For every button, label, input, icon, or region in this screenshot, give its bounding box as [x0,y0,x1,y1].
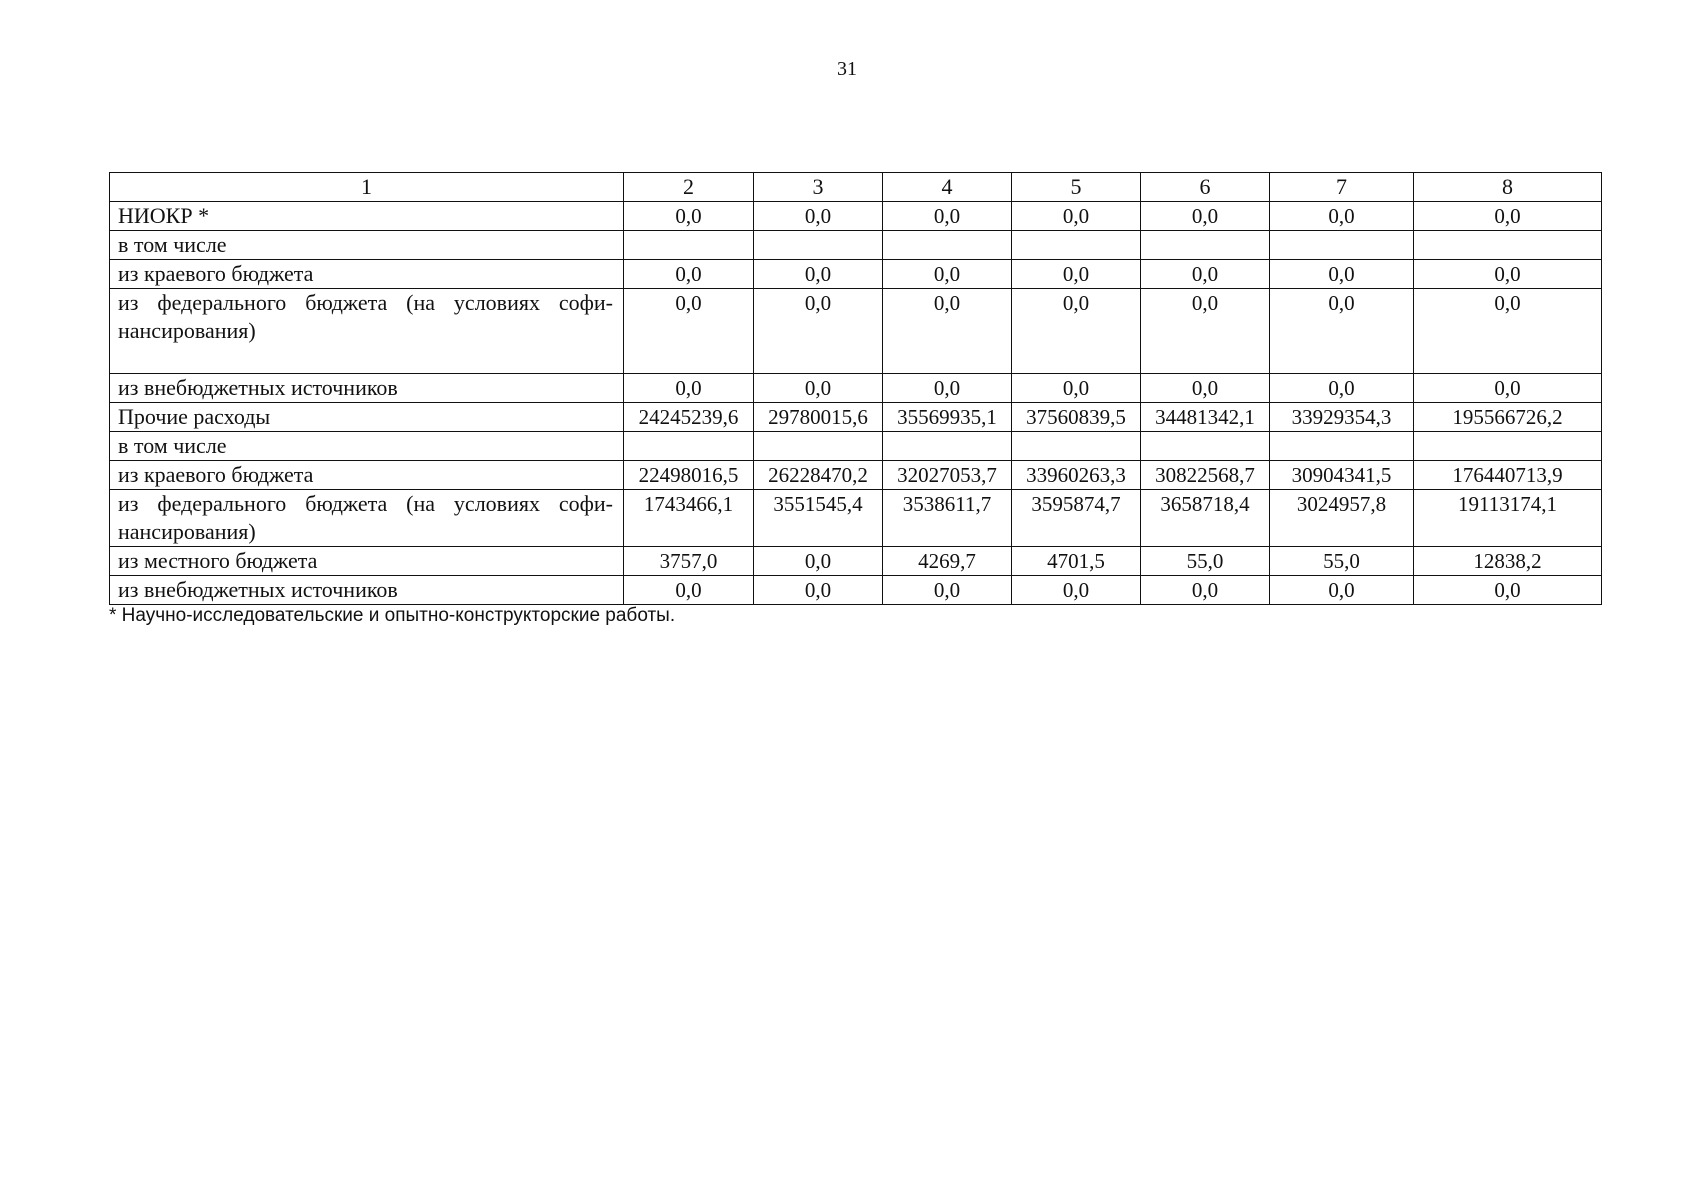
table-cell [1141,432,1270,461]
table-cell: 55,0 [1141,547,1270,576]
table-cell [624,432,754,461]
row-label: из федерального бюджета (на условиях софи- нансирования) [110,490,624,547]
table-cell: 0,0 [1141,576,1270,605]
table-cell [1414,231,1602,260]
table-cell: 0,0 [754,260,883,289]
table-cell [883,432,1012,461]
table-cell [883,231,1012,260]
table-cell: 3658718,4 [1141,490,1270,547]
table-cell: 176440713,9 [1414,461,1602,490]
table-cell [754,432,883,461]
column-number: 5 [1012,173,1141,202]
row-label: из внебюджетных источников [110,374,624,403]
table-row [110,260,1602,289]
table-cell: 0,0 [1141,289,1270,374]
table-cell: 34481342,1 [1141,403,1270,432]
column-number: 3 [754,173,883,202]
table-cell: 0,0 [883,374,1012,403]
table-cell: 1743466,1 [624,490,754,547]
table-cell: 19113174,1 [1414,490,1602,547]
table-cell: 0,0 [1270,260,1414,289]
table-cell: 0,0 [883,260,1012,289]
table-cell: 0,0 [1012,374,1141,403]
table-cell: 0,0 [754,547,883,576]
table-cell: 0,0 [1141,202,1270,231]
column-number: 6 [1141,173,1270,202]
table-cell: 0,0 [1012,576,1141,605]
page-number: 31 [837,58,857,80]
table-row [110,461,1602,490]
table-cell [624,231,754,260]
table-cell: 0,0 [624,289,754,374]
table-cell [1012,432,1141,461]
column-number: 7 [1270,173,1414,202]
table-cell: 0,0 [754,576,883,605]
table-row [110,403,1602,432]
table-cell: 12838,2 [1414,547,1602,576]
table-row [110,231,1602,260]
table-cell: 195566726,2 [1414,403,1602,432]
table-cell: 0,0 [1141,260,1270,289]
row-label: в том числе [110,432,624,461]
column-number: 4 [883,173,1012,202]
table-cell: 4701,5 [1012,547,1141,576]
table-cell: 0,0 [624,202,754,231]
table-cell: 0,0 [1414,374,1602,403]
table-cell [1270,432,1414,461]
table-cell: 0,0 [754,202,883,231]
table-row [110,490,1602,547]
table-row [110,202,1602,231]
footnote: * Научно-исследовательские и опытно-конструкторские работы. [109,605,676,626]
table-row [110,432,1602,461]
table-cell: 0,0 [883,289,1012,374]
row-label: из внебюджетных источников [110,576,624,605]
table-row [110,547,1602,576]
table-cell: 24245239,6 [624,403,754,432]
table-cell: 30822568,7 [1141,461,1270,490]
table-cell: 33929354,3 [1270,403,1414,432]
table-cell: 3757,0 [624,547,754,576]
table-cell [1270,231,1414,260]
table-cell: 33960263,3 [1012,461,1141,490]
table-row [110,576,1602,605]
row-label: из федерального бюджета (на условиях софи- нансирования) [110,289,624,374]
table-row [110,374,1602,403]
table-cell [1141,231,1270,260]
table-cell: 0,0 [1270,374,1414,403]
table-cell: 0,0 [883,576,1012,605]
column-number: 2 [624,173,754,202]
table-cell: 37560839,5 [1012,403,1141,432]
table-cell: 3595874,7 [1012,490,1141,547]
table-cell: 0,0 [1012,289,1141,374]
table-cell: 0,0 [1414,202,1602,231]
column-number: 1 [110,173,624,202]
table-cell: 3024957,8 [1270,490,1414,547]
table-header-row [110,173,1602,202]
table-cell: 0,0 [624,576,754,605]
table-cell: 30904341,5 [1270,461,1414,490]
table-cell: 0,0 [1270,202,1414,231]
table-cell: 0,0 [883,202,1012,231]
row-label: из краевого бюджета [110,260,624,289]
table-cell: 0,0 [1012,202,1141,231]
table-cell: 0,0 [754,289,883,374]
budget-table [109,172,1602,605]
table-cell: 35569935,1 [883,403,1012,432]
row-label: Прочие расходы [110,403,624,432]
table-cell: 0,0 [1270,289,1414,374]
table-cell: 0,0 [1414,576,1602,605]
table-cell: 29780015,6 [754,403,883,432]
table-cell: 0,0 [1414,260,1602,289]
table-cell [754,231,883,260]
table-cell: 32027053,7 [883,461,1012,490]
table-cell: 22498016,5 [624,461,754,490]
table-cell: 0,0 [624,260,754,289]
table-cell [1414,432,1602,461]
table-cell: 0,0 [1141,374,1270,403]
table-cell: 0,0 [1414,289,1602,374]
row-label: из местного бюджета [110,547,624,576]
table-cell: 3538611,7 [883,490,1012,547]
table-cell: 0,0 [624,374,754,403]
column-number: 8 [1414,173,1602,202]
table-cell: 3551545,4 [754,490,883,547]
table-cell: 55,0 [1270,547,1414,576]
table-cell: 0,0 [1270,576,1414,605]
table-cell: 4269,7 [883,547,1012,576]
table-row [110,289,1602,374]
row-label: из краевого бюджета [110,461,624,490]
table-cell [1012,231,1141,260]
row-label: в том числе [110,231,624,260]
table-cell: 0,0 [754,374,883,403]
table-cell: 26228470,2 [754,461,883,490]
table-cell: 0,0 [1012,260,1141,289]
row-label: НИОКР * [110,202,624,231]
